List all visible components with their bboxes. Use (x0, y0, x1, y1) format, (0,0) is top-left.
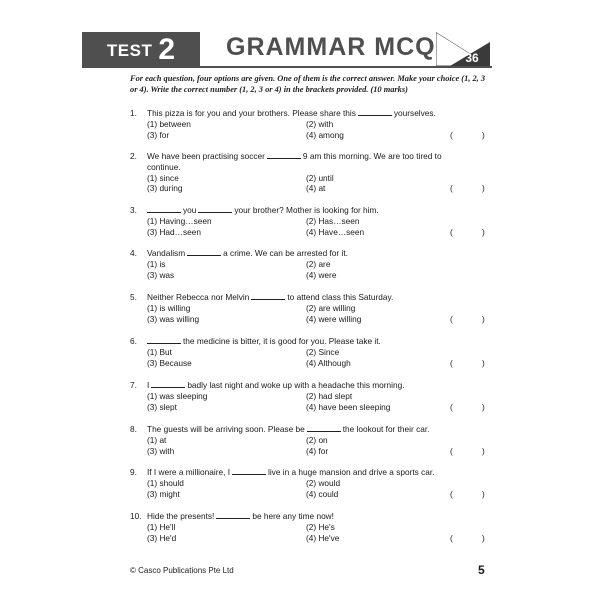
option-4: (4) among (306, 129, 344, 140)
test-label-box (82, 32, 200, 66)
option-3: (3) was willing (147, 313, 200, 324)
option-3: (3) He'd (147, 532, 177, 543)
copyright-text: © Casco Publications Pte Ltd (130, 566, 234, 575)
option-3: (3) might (147, 488, 180, 499)
option-2: (2) until (306, 172, 334, 183)
option-2: (2) Since (306, 346, 340, 357)
option-4: (4) Although (306, 357, 351, 368)
question-number: 6. (130, 336, 137, 346)
test-number: 2 (158, 33, 176, 66)
option-1: (1) should (147, 477, 184, 488)
option-1: (1) But (147, 346, 172, 357)
question-item: 10. Hide the presents! be here any time now! (1) He'll (2) He's (3) He'd (4) He've ( ) (130, 511, 485, 543)
option-1: (1) Having…seen (147, 215, 212, 226)
question-item: 7. I badly last night and woke up with a headache this morning. (1) was sleeping (2) had slept (3) slept (4) have been sleeping ( ) (130, 380, 485, 412)
option-4: (4) have been sleeping (306, 401, 391, 412)
option-4: (4) could (306, 488, 339, 499)
option-1: (1) is willing (147, 302, 191, 313)
question-item: 8. The guests will be arriving soon. Please be the lookout for their car. (1) at (2) on (3) with (4) for ( ) (130, 424, 485, 456)
question-stem-continued: continue. (147, 161, 181, 172)
answer-blank (216, 511, 250, 519)
answer-blank (232, 467, 266, 475)
option-4: (4) were (306, 269, 337, 280)
option-3: (3) for (147, 129, 170, 140)
instructions: For each question, four options are given. One of them is the correct answer. Make your choice (1, 2, 3 or 4). Write the correct number (1, 2, 3 or 4) in the brackets provided. (10 marks) (130, 74, 486, 94)
option-3: (3) during (147, 183, 183, 194)
answer-blank (151, 380, 185, 388)
answer-blank (147, 205, 181, 213)
question-stem: We have been practising soccer 9 am this morning. We are too tired to (147, 151, 442, 161)
question-item: 1. This pizza is for you and your brothers. Please share this yourselves. (1) between (2) with (3) for (4) among ( ) (130, 108, 485, 140)
option-2: (2) are (306, 258, 331, 269)
answer-blank (251, 292, 285, 300)
question-item: 5. Neither Rebecca nor Melvin to attend class this Saturday. (1) is willing (2) are willing (3) was willing (4) were willing ( ) (130, 292, 485, 324)
answer-blank (358, 108, 392, 116)
question-number: 7. (130, 380, 137, 390)
option-3: (3) slept (147, 401, 177, 412)
option-3: (3) was (147, 269, 175, 280)
option-4: (4) He've (306, 532, 340, 543)
question-stem: Hide the presents! be here any time now! (147, 511, 334, 521)
answer-blank (187, 248, 221, 256)
answer-blank (267, 151, 301, 159)
question-number: 10. (130, 511, 142, 521)
option-1: (1) was sleeping (147, 390, 208, 401)
answer-blank (307, 424, 341, 432)
option-2: (2) Has…seen (306, 215, 360, 226)
question-number: 3. (130, 205, 137, 215)
question-number: 8. (130, 424, 137, 434)
question-number: 9. (130, 467, 137, 477)
question-stem: Vandalism a crime. We can be arrested for it. (147, 248, 348, 258)
option-1: (1) is (147, 258, 166, 269)
question-stem: you your brother? Mother is looking for him. (147, 205, 379, 216)
option-3: (3) Had…seen (147, 226, 201, 237)
question-stem: The guests will be arriving soon. Please be the lookout for their car. (147, 424, 430, 434)
option-2: (2) on (306, 434, 328, 445)
page-number: 5 (478, 563, 485, 577)
question-stem: I badly last night and woke up with a headache this morning. (147, 380, 405, 390)
question-item: 2. We have been practising soccer 9 am this morning. We are too tired to continue. (1) since (2) until (3) during (4) at ( ) (130, 151, 485, 194)
option-2: (2) He's (306, 521, 335, 532)
option-1: (1) between (147, 118, 191, 129)
question-stem: If I were a millionaire, I live in a huge mansion and drive a sports car. (147, 467, 435, 477)
option-1: (1) since (147, 172, 179, 183)
header-rule (82, 66, 492, 68)
question-stem: Neither Rebecca nor Melvin to attend class this Saturday. (147, 292, 394, 302)
question-number: 5. (130, 292, 137, 302)
question-number: 4. (130, 248, 137, 258)
question-item: 9. If I were a millionaire, I live in a huge mansion and drive a sports car. (1) should (2) would (3) might (4) could ( ) (130, 467, 485, 499)
option-4: (4) at (306, 183, 326, 194)
question-item: 6. the medicine is bitter, it is good for you. Please take it. (1) But (2) Since (3) Because (4) Although ( ) (130, 336, 485, 368)
answer-blank (198, 205, 232, 213)
question-number: 2. (130, 151, 137, 161)
option-4: (4) for (306, 445, 329, 456)
option-1: (1) at (147, 434, 167, 445)
question-stem: This pizza is for you and your brothers. Please share this yourselves. (147, 108, 436, 118)
option-4: (4) were willing (306, 313, 362, 324)
option-3: (3) Because (147, 357, 192, 368)
corner-number: 36 (465, 51, 479, 65)
option-2: (2) are willing (306, 302, 356, 313)
page-title: GRAMMAR MCQ (226, 33, 436, 61)
option-1: (1) He'll (147, 521, 176, 532)
option-2: (2) would (306, 477, 341, 488)
question-item (130, 248, 492, 280)
option-3: (3) with (147, 445, 175, 456)
question-number: 1. (130, 108, 137, 118)
test-word: TEST (106, 41, 153, 60)
option-4: (4) Have…seen (306, 226, 365, 237)
question-item: 3. you your brother? Mother is looking for him. (1) Having…seen (2) Has…seen (3) Had…seen (4) Have…seen ( ) (130, 205, 485, 237)
question-stem: the medicine is bitter, it is good for you. Please take it. (147, 336, 381, 347)
answer-blank (147, 336, 181, 344)
option-2: (2) had slept (306, 390, 353, 401)
option-2: (2) with (306, 118, 334, 129)
